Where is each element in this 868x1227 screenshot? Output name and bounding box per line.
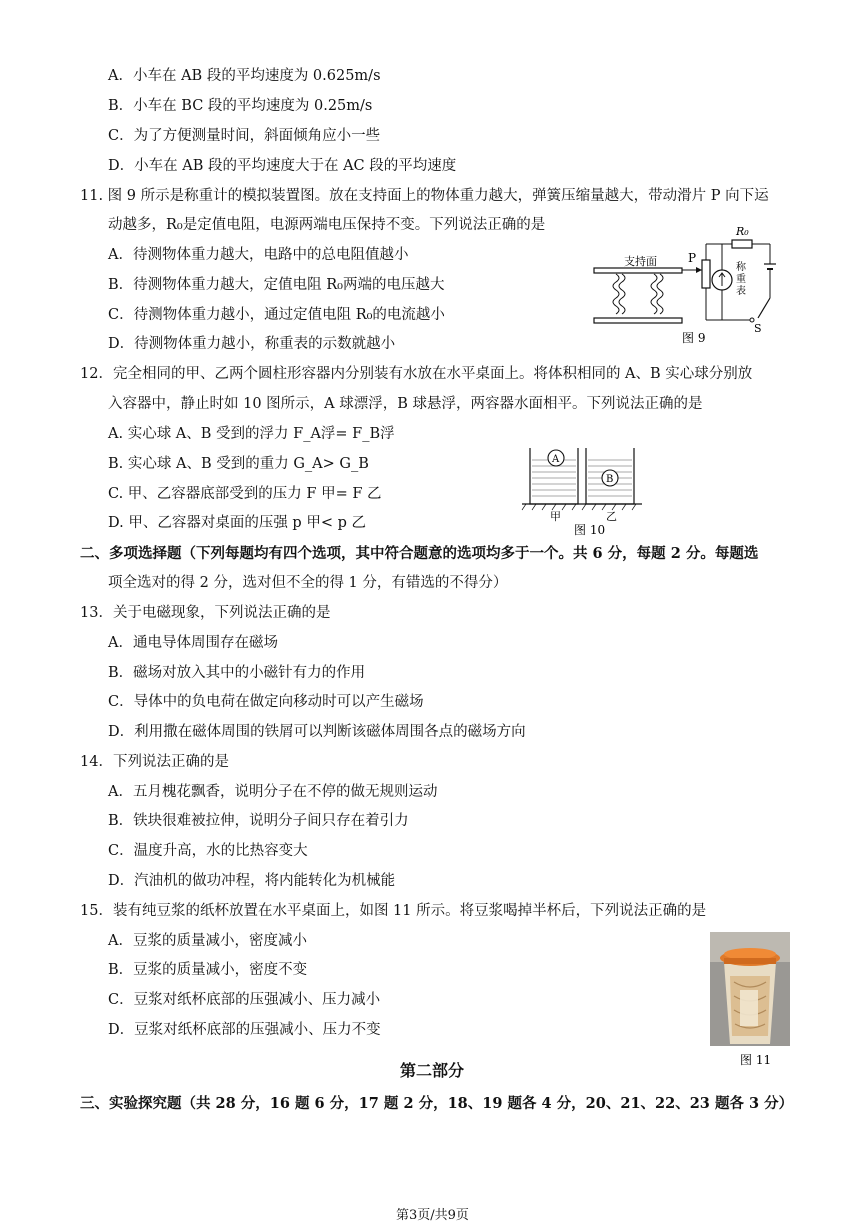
q14-option-a: A．五月槐花飘香，说明分子在不停的做无规则运动 (108, 784, 438, 800)
rheostat (702, 260, 710, 288)
switch-s (758, 298, 770, 318)
page-footer: 第3页/共9页 (396, 1208, 469, 1223)
q10-option-c: C．为了方便测量时间，斜面倾角应小一些 (108, 128, 381, 144)
q13-option-a: A．通电导体周围存在磁场 (108, 635, 278, 651)
scale-meter-label: 称重表 (736, 262, 746, 297)
q14-option-c: C．温度升高，水的比热容变大 (108, 843, 308, 859)
q15-option-a: A．豆浆的质量减小，密度减小 (108, 933, 307, 949)
q11-option-c: C．待测物体重力越小，通过定值电阻 R₀的电流越小 (108, 307, 445, 323)
q11-option-a: A．待测物体重力越大，电路中的总电阻值越小 (108, 247, 409, 263)
q13-option-c: C．导体中的负电荷在做定向移动时可以产生磁场 (108, 694, 424, 710)
section-2-heading: 二、多项选择题（下列每题均有四个选项，其中符合题意的选项均多于一个。共 6 分，每题 2 分。每题选 (80, 545, 759, 562)
container-jia-label: 甲 (550, 510, 561, 523)
figure-10-containers (518, 444, 648, 536)
figure-10-caption: 图 10 (574, 523, 606, 536)
q12-option-b: B. 实心球 A、B 受到的重力 G_A> G_B (108, 456, 369, 472)
container-yi-label: 乙 (606, 510, 617, 523)
spring-left (613, 274, 625, 314)
q14-option-d: D．汽油机的做功冲程，将内能转化为机械能 (108, 873, 396, 889)
q10-option-d: D．小车在 AB 段的平均速度大于在 AC 段的平均速度 (108, 158, 457, 174)
q15-option-c: C．豆浆对纸杯底部的压强减小、压力减小 (108, 992, 381, 1008)
q11-stem-line1: 11. 图 9 所示是称重计的模拟装置图。放在支持面上的物体重力越大，弹簧压缩量越大，带动滑片 P 向下运 (80, 188, 769, 204)
figure-9-circuit (588, 220, 788, 350)
q12-option-d: D. 甲、乙容器对桌面的压强 p 甲< p 乙 (108, 515, 366, 531)
ball-a-label: A (552, 454, 560, 465)
q12-stem-line2: 入容器中，静止时如 10 图所示，A 球漂浮，B 球悬浮，两容器水面相平。下列说法正确的是 (108, 396, 703, 412)
q11-stem-line2: 动越多，R₀是定值电阻，电源两端电压保持不变。下列说法正确的是 (108, 217, 546, 233)
figure-11-cup-photo (710, 932, 790, 1068)
q13-stem: 13．关于电磁现象，下列说法正确的是 (80, 605, 331, 621)
q10-option-a: A．小车在 AB 段的平均速度为 0.625m/s (108, 68, 381, 84)
q12-option-c: C. 甲、乙容器底部受到的压力 F 甲= F 乙 (108, 486, 382, 502)
q11-option-b: B．待测物体重力越大，定值电阻 R₀两端的电压越大 (108, 277, 445, 293)
section-3-heading: 三、实验探究题（共 28 分，16 题 6 分，17 题 2 分，18、19 题各 4 分，20、21、22、23 题各 3 分） (80, 1095, 794, 1112)
q14-option-b: B．铁块很难被拉伸，说明分子间只存在着引力 (108, 813, 409, 829)
q12-option-a: A. 实心球 A、B 受到的浮力 F_A浮= F_B浮 (108, 426, 395, 442)
spring-right (651, 274, 663, 314)
q13-option-b: B．磁场对放入其中的小磁针有力的作用 (108, 665, 366, 681)
q15-stem: 15．装有纯豆浆的纸杯放置在水平桌面上，如图 11 所示。将豆浆喝掉半杯后，下列说法正确的是 (80, 903, 707, 919)
r0-label: R₀ (736, 225, 749, 238)
resistor-r0 (732, 240, 752, 248)
q10-option-b: B．小车在 BC 段的平均速度为 0.25m/s (108, 98, 373, 114)
q11-option-d: D．待测物体重力越小，称重表的示数就越小 (108, 336, 396, 352)
q15-option-b: B．豆浆的质量减小，密度不变 (108, 962, 308, 978)
ball-b-label: B (606, 474, 614, 485)
q12-stem-line1: 12．完全相同的甲、乙两个圆柱形容器内分别装有水放在水平桌面上。将体积相同的 A、B 实心球分别放 (80, 366, 753, 382)
q14-stem: 14．下列说法正确的是 (80, 754, 229, 770)
q15-option-d: D．豆浆对纸杯底部的压强减小、压力不变 (108, 1022, 381, 1038)
support-surface-label: 支持面 (624, 255, 657, 268)
figure-9-caption: 图 9 (682, 331, 706, 345)
part-2-title: 第二部分 (400, 1061, 465, 1080)
section-2-heading-line2: 项全选对的得 2 分，选对但不全的得 1 分，有错选的不得分） (108, 575, 508, 591)
switch-s-label: S (754, 322, 762, 335)
q13-option-d: D．利用撒在磁体周围的铁屑可以判断该磁体周围各点的磁场方向 (108, 724, 526, 740)
slider-p-label: P (688, 251, 697, 265)
figure-11-caption: 图 11 (740, 1053, 772, 1067)
